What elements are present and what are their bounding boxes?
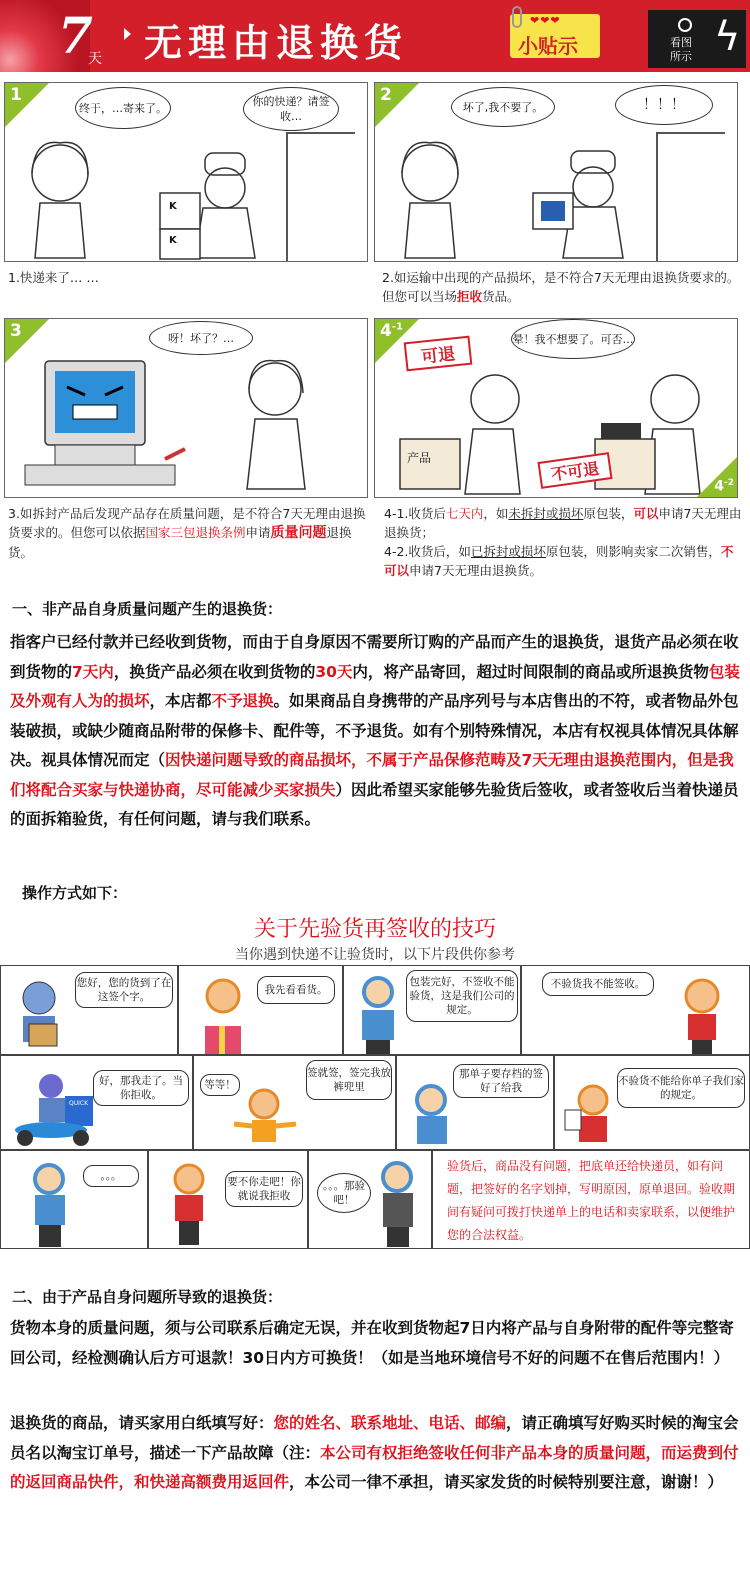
hearts-icon: ❤❤❤ — [530, 14, 561, 27]
panel-number: 3 — [10, 321, 22, 341]
operation-label: 操作方式如下： — [22, 884, 128, 902]
guide-note-text: 验货后，商品没有问题，把底单还给快递员，如有问题，把签好的名字划掉，写明原因，原单退回。验收期间有疑问可拨打快递单上的电话和卖家联系，以便维护您的合法权益。 — [447, 1159, 736, 1242]
panel-number-secondary — [714, 478, 734, 495]
speech-bubble: 好，那我走了。当你拒收。 — [93, 1070, 189, 1106]
caption-text: 原包装，则影响卖家二次销售， — [545, 544, 721, 559]
panel-number-main: 4 — [380, 321, 392, 341]
guide-cell — [0, 1150, 148, 1249]
body-text: 内，将产品寄回，超过时间限制的商品或所退换货物 — [352, 662, 709, 681]
caption-text: 4-1.收货后 — [384, 506, 446, 521]
body-text: ）因此希望买家能够先验货后签收，或者签收后当着快递员的面拆箱验货，有任何问题，请与我们联系。 — [10, 780, 739, 828]
caption-underline: 未拆封或损坏 — [508, 506, 584, 521]
body-text: ，本店都 — [149, 692, 212, 710]
speech-bubble: 我先看看货。 — [257, 976, 335, 1004]
caption-text: 货品。 — [482, 289, 520, 304]
guide-cell — [178, 965, 343, 1055]
speech-bubble: 晕！我不想要了。可否… — [511, 319, 635, 359]
banner-seven: 7 — [58, 6, 93, 65]
caption-highlight: 可以 — [633, 506, 659, 521]
panel-number-sup: -2 — [724, 478, 734, 489]
scooter-label: QUICK — [69, 1100, 89, 1107]
guide-note — [432, 1150, 750, 1249]
speech-bubble: 您好，您的货到了在这签个字。 — [75, 972, 173, 1008]
courier-scooter-illustration — [11, 1070, 97, 1150]
body-highlight: 您的姓名、联系地址、电话、邮编 — [273, 1414, 507, 1432]
section-2-paragraph-2 — [10, 1409, 740, 1498]
body-text: 退换货的商品，请买家用白纸填写好： — [10, 1414, 274, 1432]
panel-number — [380, 321, 403, 341]
speech-bubble: 包装完好，不签收不能验货，这是我们公司的规定。 — [406, 970, 518, 1022]
speech-bubble: 坏了,我不要了。 — [451, 87, 555, 127]
comic-panel-3 — [4, 318, 368, 498]
guide-cell — [554, 1055, 750, 1150]
caption-text: 申请7天无理由退换货； — [384, 506, 742, 540]
body-highlight: 不予退换 — [211, 692, 274, 710]
top-banner — [0, 0, 750, 72]
man-in-suit-illustration — [369, 1157, 429, 1249]
speech-bubble: 。。。那验吧！ — [317, 1173, 371, 1213]
comic-panel-4 — [374, 318, 738, 498]
man-pointing-illustration — [403, 1082, 463, 1150]
panel-3-caption — [8, 504, 368, 562]
body-text: 指客户已经付款并已经收到货物，而由于自身原因不需要所订购的产品而产生的退换货，退货产品必须在收到货物的 — [10, 633, 739, 681]
comic-panel-1 — [4, 82, 368, 262]
body-highlight: 7天内 — [72, 662, 114, 681]
panel-2-caption — [382, 268, 742, 306]
caption-highlight: 拒收 — [457, 289, 483, 304]
caption-text: 申请7天无理由退换货。 — [409, 563, 542, 578]
guide-cell — [0, 965, 178, 1055]
woman-holding-gift-illustration — [193, 972, 253, 1055]
courier-illustration — [9, 976, 69, 1055]
caption-text: 2.如运输中出现的产品损坏，是不符合7天无理由退换货要求的。但您可以当场 — [382, 270, 740, 304]
speech-bubble: 那单子要存档的签好了给我 — [453, 1064, 549, 1098]
speech-bubble: 不验货不能给你单子我们家的规定。 — [617, 1068, 745, 1108]
tip-text: 小贴示 — [518, 34, 578, 58]
view-label-2: 所示 — [670, 50, 692, 63]
body-highlight: 30天 — [315, 662, 353, 681]
guide-cell — [308, 1150, 432, 1249]
speech-bubble: 签就签，签完我放裤兜里 — [306, 1060, 392, 1100]
section-1-body — [10, 628, 740, 835]
damaged-package-illustration — [385, 123, 725, 262]
non-returnable-stamp: 不可退 — [537, 452, 612, 489]
guide-cell — [148, 1150, 308, 1249]
tip-label — [510, 14, 600, 58]
speech-bubble: 等等！ — [200, 1074, 240, 1096]
man-arms-crossed-illustration — [350, 972, 406, 1055]
woman-refuses-illustration — [672, 974, 732, 1055]
panel-number: 2 — [380, 85, 392, 105]
woman-waving-illustration — [159, 1159, 219, 1249]
caption-text: 原包装， — [583, 506, 634, 521]
caption-highlight: 国家三包退换条例 — [145, 525, 246, 540]
panel-number: 1 — [10, 85, 22, 105]
body-text: ，换货产品必须在收到货物的 — [113, 662, 316, 681]
broken-computer-illustration — [15, 349, 355, 497]
banner-day: 天 — [88, 51, 102, 67]
body-text: ，请正确填写好购买时候的淘宝会员名以淘宝订单号，描述一下产品故障（注： — [10, 1414, 739, 1462]
caption-highlight: 不可以 — [384, 544, 734, 578]
speech-bubble: 终于，…寄来了。 — [75, 87, 171, 129]
paperclip-icon — [512, 6, 522, 28]
caption-text: 申请 — [245, 525, 271, 540]
caption-highlight: 质量问题 — [270, 525, 327, 541]
guide-title: 关于先验货再签收的技巧 — [253, 917, 496, 942]
body-text: 。如果商品自身携带的产品序列号与本店售出的不符，或者物品外包装破损，或缺少随商品附带的保修卡、配件等，不予退货。如有个别特殊情况，本店有权视具体情况具体解决。视具体情况而定（ — [10, 692, 739, 769]
guide-cell — [193, 1055, 396, 1150]
comic-panel-2 — [374, 82, 738, 262]
caption-underline: 已拆封或损坏 — [470, 544, 546, 559]
guide-cell — [396, 1055, 554, 1150]
speech-bubble: 呀！坏了？… — [149, 321, 253, 355]
guide-cell — [521, 965, 750, 1055]
section-1-heading: 一、非产品自身质量问题产生的退换货： — [12, 600, 283, 618]
view-illustration-badge — [648, 10, 746, 68]
box-mark: K — [169, 201, 177, 212]
body-highlight: 本公司有权拒绝签收任何非产品本身的质量问题，而运费到付的返回商品快件，和快递高额费用返回件 — [10, 1443, 739, 1491]
woman-with-document-illustration — [561, 1080, 621, 1150]
play-icon — [678, 18, 692, 32]
view-label-1: 看图 — [670, 36, 692, 49]
speech-bubble: 。。。 — [83, 1165, 139, 1187]
speech-bubble: ！！！ — [615, 85, 713, 125]
caption-line-4-1 — [384, 504, 744, 542]
box-label: 产品 — [407, 451, 432, 465]
woman-stop-illustration — [224, 1084, 304, 1150]
guide-cell — [0, 1055, 193, 1150]
caption-line-4-2 — [384, 542, 744, 580]
body-highlight: 包装及外观有人为的损坏 — [10, 662, 740, 710]
panel-1-caption: 1.快递来了… … — [8, 270, 99, 285]
panel-number-sup: -1 — [391, 321, 403, 333]
body-highlight: 因快递问题导致的商品损坏，不属于产品保修范畴及7天无理由退换范围内，但是我们将配合买家与快递协商，尽可能减少买家损失 — [10, 751, 734, 799]
banner-title: 无理由退换货 — [144, 21, 409, 65]
caption-text: 退换货。 — [8, 525, 352, 560]
speech-bubble: 要不你走吧！你就说我拒收 — [225, 1171, 303, 1207]
panel-4-caption — [384, 504, 744, 580]
woman-receives-courier-illustration — [15, 123, 355, 262]
guide-cell — [343, 965, 521, 1055]
section-2-heading: 二、由于产品自身问题所导致的退换货： — [12, 1288, 283, 1306]
box-mark: K — [169, 235, 177, 246]
body-text: ，本公司一律不承担，请买家发货的时候特别要注意，谢谢！） — [289, 1473, 724, 1491]
section-2-paragraph-1: 货物本身的质量问题，须与公司联系后确定无误，并在收到货物起7日内将产品与自身附带的配件等完整寄回公司，经检测确认后方可退款！30日内方可换货！（如是当地环境信号不好的问题不在售后范围内！） — [10, 1319, 734, 1367]
man-standing-illustration — [21, 1159, 81, 1249]
caption-text: ，如 — [483, 506, 509, 521]
banner-arrow-icon — [124, 28, 131, 40]
guide-subtitle: 当你遇到快递不让验货时，以下片段供你参考 — [235, 947, 515, 963]
speech-bubble: 不验货我不能签收。 — [542, 972, 654, 996]
caption-highlight: 七天内 — [445, 506, 484, 521]
caption-text: 4-2.收货后，如 — [384, 544, 471, 559]
lightning-icon: ϟ — [714, 14, 741, 60]
returnable-stamp: 可退 — [404, 336, 473, 372]
speech-bubble: 你的快递？请签收… — [243, 87, 339, 131]
caption-text: 3.如拆封产品后发现产品存在质量问题，是不符合7天无理由退换货要求的。但您可以依据 — [8, 506, 366, 540]
panel-number-main: 4 — [714, 479, 724, 495]
